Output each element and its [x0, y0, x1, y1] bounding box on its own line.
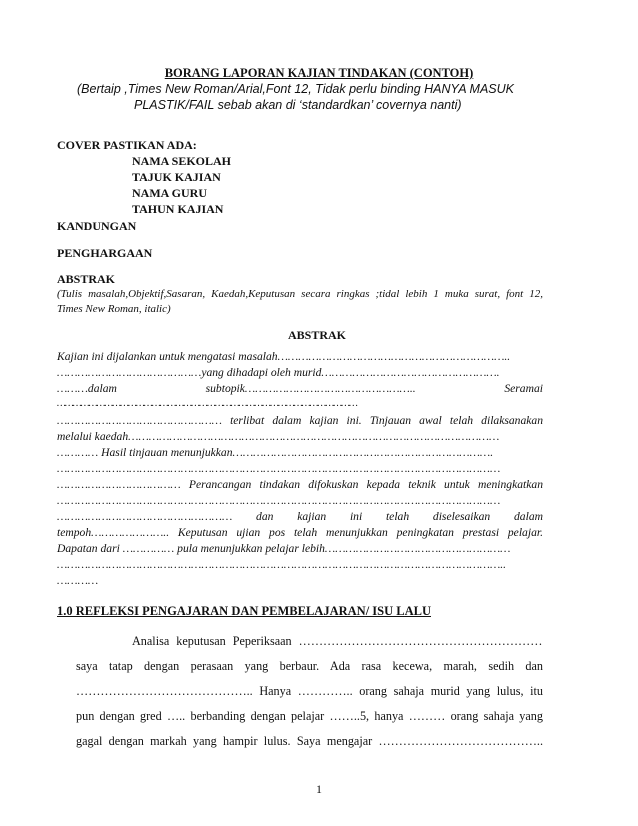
abstract-line: melalui kaedah………………………………………………………………………………………………: [57, 430, 500, 443]
abstract-line: ……………………………………………………………………………………………………: [57, 398, 357, 409]
abstract-line: …………………………………………………………………………………………………………………: [57, 462, 501, 475]
abstract-line: ………………………………………… terlibat dalam kajian ini. Tinjauan awal telah dilaksanakan: [57, 414, 543, 427]
section-1-line: pun dengan gred ….. berbanding dengan pelajar ……..5, hanya ……… orang sahaja yang: [76, 709, 543, 723]
abstract-line: …………: [57, 574, 99, 587]
section-1-line: …………………………………….. Hanya ………….. orang sahaja murid yang lulus, itu: [76, 684, 543, 698]
section-1-line: gagal dengan markah yang hampir lulus. Saya mengajar …………………………………..: [76, 734, 543, 748]
cover-heading: COVER PASTIKAN ADA:: [57, 138, 197, 152]
cover-item: TAHUN KAJIAN: [132, 202, 224, 216]
abstract-line: Kajian ini dijalankan untuk mengatasi masalah…………………………………………………………..: [57, 350, 511, 363]
document-title: BORANG LAPORAN KAJIAN TINDAKAN (CONTOH): [164, 66, 474, 80]
abstrak-note-line-2: Times New Roman, italic): [57, 303, 171, 315]
abstract-line: ………… Hasil tinjauan menunjukkan………………………………………………………………….: [57, 446, 494, 459]
abstract-line: tempoh………………….. Keputusan ujian pos telah menunjukkan peningkatan prestasi pelajar.: [57, 526, 543, 539]
abstract-line: ……………………………… Perancangan tindakan difokuskan kepada teknik untuk meningkatkan: [57, 478, 543, 491]
cover-item: NAMA SEKOLAH: [132, 154, 232, 168]
subtitle-line-2: PLASTIK/FAIL sebab akan di ‘standardkan’ covernya nanti): [134, 98, 462, 112]
cover-item: NAMA GURU: [132, 186, 207, 200]
abstract-line: ………dalam subtopik………………………………………….. Seramai: [57, 382, 543, 395]
abstract-line: ……………………………………yang dihadapi oleh murid…………………………………………….: [57, 366, 500, 379]
section-1-line: Analisa keputusan Peperiksaan ……………………………………………………: [132, 634, 543, 648]
section-abstrak-label: ABSTRAK: [57, 272, 116, 286]
abstract-line: …………………………………………………………………………………………………………………: [57, 494, 501, 507]
page-number: 1: [316, 782, 322, 796]
section-penghargaan: PENGHARGAAN: [57, 246, 153, 260]
abstrak-heading: ABSTRAK: [288, 328, 347, 342]
subtitle-line-1: (Bertaip ,Times New Roman/Arial,Font 12, Tidak perlu binding HANYA MASUK: [77, 82, 514, 96]
abstract-line: Dapatan dari …………… pula menunjukkan pelajar lebih………………………………………………: [57, 542, 511, 555]
abstract-line: …………………………………………………………………………………………………………………..: [57, 558, 507, 571]
cover-item: TAJUK KAJIAN: [132, 170, 221, 184]
section-1-heading: 1.0 REFLEKSI PENGAJARAN DAN PEMBELAJARAN/ ISU LALU: [57, 604, 431, 618]
section-1-line: saya tatap dengan perasaan yang berbaur. Ada rasa kecewa, marah, sedih dan: [76, 659, 543, 673]
abstrak-note-line-1: (Tulis masalah,Objektif,Sasaran, Kaedah,Keputusan secara ringkas ;tidal lebih 1 muka surat, font 12,: [57, 288, 543, 300]
section-kandungan: KANDUNGAN: [57, 219, 137, 233]
abstract-line: …………………………………………… dan kajian ini telah diselesaikan dalam: [57, 510, 543, 523]
